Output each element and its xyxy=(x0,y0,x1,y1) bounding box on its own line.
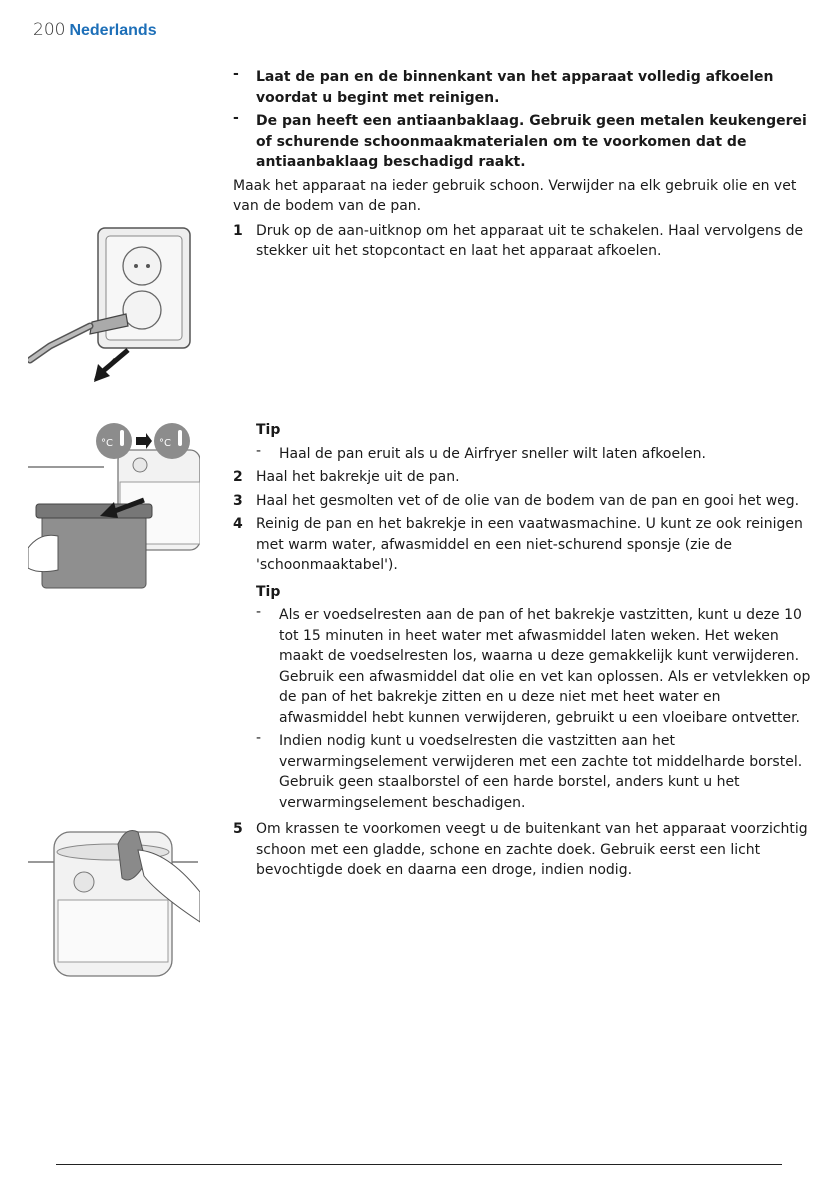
step-item: 3 Haal het gesmolten vet of de olie van de bodem van de pan en gooi het weg. xyxy=(233,492,800,509)
step-item: 4 Reinig de pan en het bakrekje in een vaatwasmachine. U kunt ze ook reinigen met warm water, afwasmiddel en een niet-schurend sponsje (zie de 'schoonmaaktabel'). xyxy=(233,516,803,573)
warning-item: - De pan heeft een antiaanbaklaag. Gebruik geen metalen keukengerei of schurende schoonmaakmaterialen om te voorkomen dat de antiaanbaklaag beschadigd raakt. xyxy=(233,110,807,170)
warning-item: - Laat de pan en de binnenkant van het apparaat volledig afkoelen voordat u begint met reinigen. xyxy=(233,66,774,106)
page-header xyxy=(33,20,157,42)
main-content xyxy=(233,67,811,265)
unplug-illustration xyxy=(28,222,198,394)
step-item: 5 Om krassen te voorkomen veegt u de buitenkant van het apparaat voorzichtig schoon met een gladde, schone en zachte doek. Gebruik eerst een licht bevochtigde doek en daarna een droge, indien nodig. xyxy=(233,821,808,878)
footer-rule xyxy=(56,1164,782,1165)
temp-unit-left: °C xyxy=(101,438,113,449)
step-item: 2 Haal het bakrekje uit de pan. xyxy=(233,469,460,485)
tip-label: Tip xyxy=(256,583,281,600)
wiping-illustration xyxy=(28,822,200,978)
language-label: Nederlands xyxy=(69,22,157,39)
tip-item: - Haal de pan eruit als u de Airfryer sneller wilt laten afkoelen. xyxy=(256,442,706,462)
page-number: 200 xyxy=(33,20,66,40)
tip-item: - Indien nodig kunt u voedselresten die vastzitten aan het verwarmingselement verwijderen met een zachte tot middelharde borstel. Gebruik geen staalborstel of een harde borstel, anders kunt u het verwarmingselement beschadigen. xyxy=(256,730,803,811)
temp-unit-right: °C xyxy=(159,438,171,449)
cooling-illustration xyxy=(28,420,200,590)
main-content-continued xyxy=(233,420,811,884)
tip-label: Tip xyxy=(256,422,281,438)
intro-paragraph: Maak het apparaat na ieder gebruik schoon. Verwijder na elk gebruik olie en vet van de bodem van de pan. xyxy=(233,177,797,214)
tip-item: - Als er voedselresten aan de pan of het bakrekje vastzitten, kunt u deze 10 tot 15 minuten in heet water met afwasmiddel laten weken. Het weken maakt de voedselresten los, waarna u deze gemakkelijk kunt verwijderen. Gebruik een afwasmiddel dat olie en vet kan oplossen. Als er vetvlekken op de pan of het bakrekje zitten en u deze niet met heet water en afwasmiddel hebt kunnen verwijderen, gebruikt u een vloeibare ontvetter. xyxy=(256,604,811,726)
step-item: 1 Druk op de aan-uitknop om het apparaat uit te schakelen. Haal vervolgens de stekker uit het stopcontact en laat het apparaat afkoelen. xyxy=(233,222,804,259)
